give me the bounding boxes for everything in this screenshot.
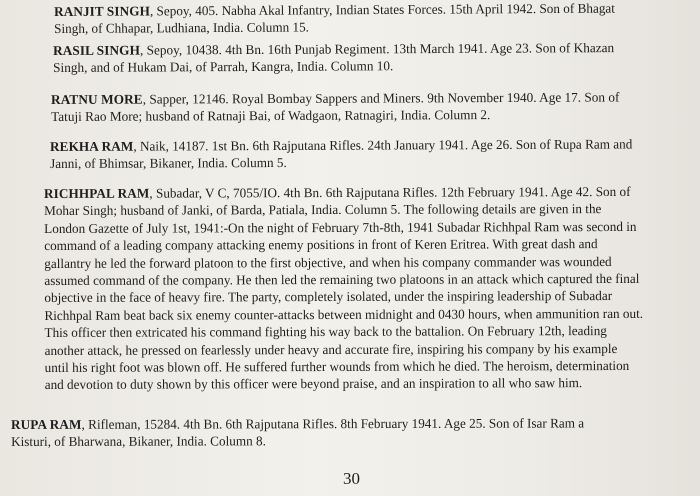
entry-line-11: until his right foot was blown off. He suffered further wounds from which he died. The heroism, determination: [44, 358, 630, 376]
entry-line-1: [44, 183, 643, 202]
entry-rupa-ram: [11, 414, 584, 450]
entry-line-12: and devotion to duty shown by this officer were beyond praise, and an inspiration to all who saw him.: [44, 375, 583, 393]
entry-text: , Sepoy, 10438. 4th Bn. 16th Punjab Regiment. 13th March 1941. Age 23. Son of Khazan: [139, 40, 615, 58]
entry-line-8: Richhpal Ram beat back six enemy counter-attacks between midnight and 0430 hours, when ammunition ran out.: [44, 305, 644, 323]
entry-rekha-ram: [50, 135, 632, 172]
entry-line-2: Mohar Singh; husband of Janki, of Barda, Patiala, India. Column 5. The following details are given in the: [44, 201, 602, 219]
entry-line-1: [50, 135, 632, 155]
entry-name: RATNU MORE: [51, 91, 143, 107]
entry-line-1: [53, 39, 614, 59]
entry-line-2: Tatuji Rao More; husband of Ratnaji Bai, of Wadgaon, Ratnagiri, India. Column 2.: [51, 107, 491, 125]
entry-line-7: objective in the face of heavy fire. The party, completely isolated, under the inspiring leadership of Subadar: [44, 288, 613, 306]
entry-ranjit-singh: [54, 0, 615, 38]
entry-richhpal-ram: [44, 183, 643, 394]
entry-line-4: command of a leading company attacking enemy positions in front of Keren Eritrea. With great dash and: [44, 236, 598, 254]
entry-text: , Sepoy, 405. Nabha Akal Infantry, Indian States Forces. 15th April 1942. Son of Bhagat: [149, 0, 615, 19]
page-number: 30: [343, 469, 360, 488]
entry-text: , Sapper, 12146. Royal Bombay Sappers and Miners. 9th November 1940. Age 17. Son of: [142, 89, 620, 107]
entry-line-2: Janni, of Bhimsar, Bikaner, India. Column 5.: [50, 155, 287, 172]
entry-name: REKHA RAM: [50, 138, 134, 154]
entry-name: RICHHPAL RAM: [44, 185, 150, 201]
entry-line-2: Singh, of Chhapar, Ludhiana, India. Column 15.: [54, 19, 310, 37]
entry-name: RUPA RAM: [11, 416, 82, 432]
entry-name: RANJIT SINGH: [54, 3, 150, 19]
entry-line-9: This officer then extricated his command fighting his way back to the battalion. On February 12th, leading: [44, 323, 607, 341]
entry-line-1: [11, 414, 584, 433]
entry-text: , Naik, 14187. 1st Bn. 6th Rajputana Rifles. 24th January 1941. Age 26. Son of Rupa Ram and: [133, 136, 633, 154]
entry-line-2: Singh, and of Hukam Dai, of Parrah, Kangra, India. Column 10.: [53, 58, 394, 76]
entry-line-1: [51, 89, 619, 109]
entry-ratnu-more: [51, 89, 619, 126]
entry-line-10: another attack, he pressed on fearlessly under heavy and accurate fire, inspiring his company by his example: [44, 340, 618, 358]
entry-line-5: gallantry he led the forward platoon to the first objective, and when his company commander was wounded: [44, 253, 612, 271]
entry-text: , Rifleman, 15284. 4th Bn. 6th Rajputana Rifles. 8th February 1941. Age 25. Son of Isar Ram a: [81, 415, 585, 432]
entry-rasil-singh: [53, 39, 614, 77]
entry-line-3: London Gazette of July 1st, 1941:-On the night of February 7th-8th, 1941 Subadar Richhpal Ram was second in: [44, 218, 637, 236]
entry-name: RASIL SINGH: [53, 42, 141, 58]
entry-line-6: assumed command of the company. He then led the remaining two platoons in an attack which captured the final: [44, 270, 640, 289]
entry-text: , Subadar, V C, 7055/IO. 4th Bn. 6th Rajputana Rifles. 12th February 1941. Age 42. Son of: [149, 183, 631, 201]
entry-line-2: Kisturi, of Bharwana, Bikaner, India. Column 8.: [11, 433, 266, 450]
